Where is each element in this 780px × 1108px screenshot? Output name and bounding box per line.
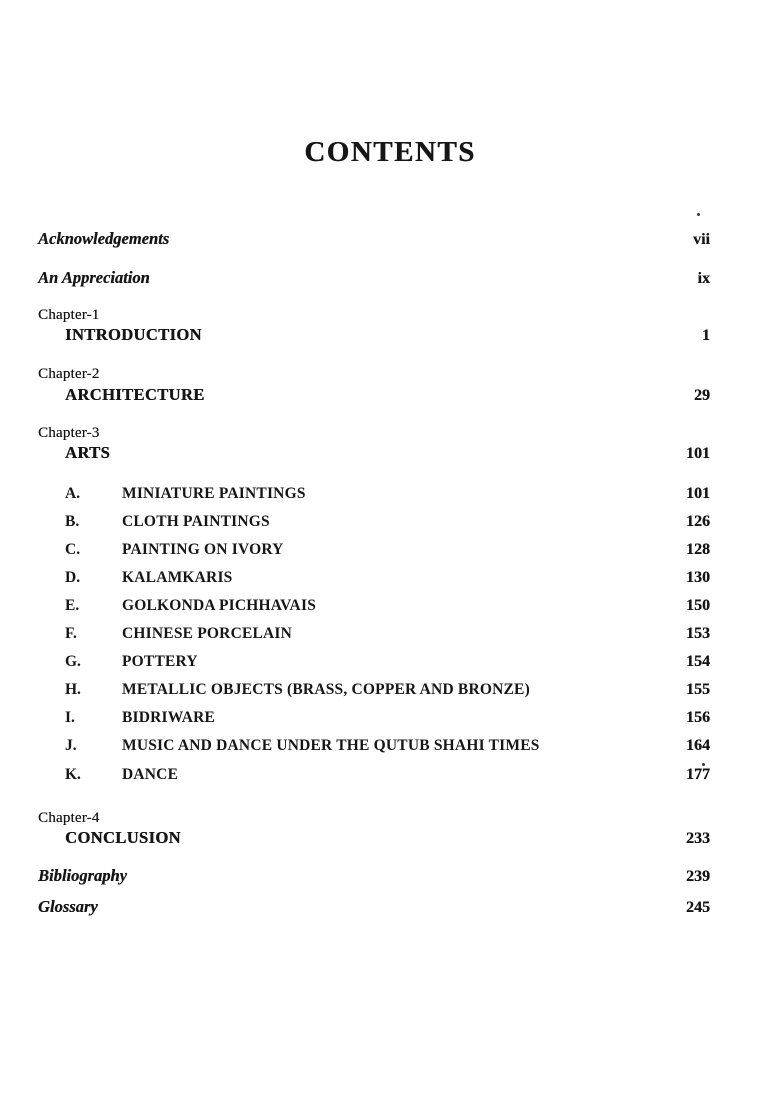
chapter-title: CONCLUSION bbox=[65, 828, 181, 847]
subsection-title: GOLKONDA PICHHAVAIS bbox=[122, 597, 317, 614]
chapter-page-number: 1 bbox=[702, 327, 710, 344]
subsection-title: CLOTH PAINTINGS bbox=[122, 513, 270, 530]
subsection-letter: K. bbox=[65, 766, 81, 783]
chapter-2-title-row bbox=[38, 385, 710, 405]
entry-label: An Appreciation bbox=[38, 268, 150, 287]
subsection-page-number: 155 bbox=[686, 681, 710, 698]
chapter-title: ARTS bbox=[65, 443, 111, 462]
subsection-row-c bbox=[38, 541, 710, 559]
subsection-letter: B. bbox=[65, 513, 80, 530]
page-title: CONTENTS bbox=[304, 136, 476, 168]
subsection-page-number: 128 bbox=[686, 541, 710, 558]
subsection-page-number: 153 bbox=[686, 625, 710, 642]
chapter-label: Chapter-2 bbox=[38, 366, 100, 382]
toc-entry-an-appreciation bbox=[38, 268, 710, 288]
chapter-1-title-row bbox=[38, 325, 710, 345]
chapter-1-label-row bbox=[38, 307, 710, 324]
chapter-title: ARCHITECTURE bbox=[65, 385, 205, 404]
subsection-page-number: 130 bbox=[686, 569, 710, 586]
subsection-page-number: 177 bbox=[686, 766, 710, 783]
subsection-row-a bbox=[38, 485, 710, 503]
subsection-row-b bbox=[38, 513, 710, 531]
entry-page-number: vii bbox=[693, 231, 710, 248]
subsection-title: METALLIC OBJECTS (BRASS, COPPER AND BRONZE) bbox=[122, 681, 530, 698]
subsection-letter: G. bbox=[65, 653, 81, 670]
subsection-page-number: 150 bbox=[686, 597, 710, 614]
chapter-2-label-row bbox=[38, 366, 710, 383]
entry-page-number: 239 bbox=[686, 868, 710, 885]
subsection-letter: I. bbox=[65, 709, 75, 726]
subsection-letter: A. bbox=[65, 485, 81, 502]
subsection-row-e bbox=[38, 597, 710, 615]
subsection-title: MINIATURE PAINTINGS bbox=[122, 485, 306, 502]
subsection-title: PAINTING ON IVORY bbox=[122, 541, 284, 558]
subsection-title: BIDRIWARE bbox=[122, 709, 216, 726]
subsection-letter: J. bbox=[65, 737, 77, 754]
entry-label: Glossary bbox=[38, 897, 98, 916]
subsection-row-k bbox=[38, 766, 710, 784]
chapter-4-label-row bbox=[38, 810, 710, 827]
toc-entry-bibliography bbox=[38, 866, 710, 886]
chapter-label: Chapter-4 bbox=[38, 810, 100, 826]
subsection-row-f bbox=[38, 625, 710, 643]
subsection-page-number: 164 bbox=[686, 737, 710, 754]
subsection-page-number: 126 bbox=[686, 513, 710, 530]
subsection-title: KALAMKARIS bbox=[122, 569, 233, 586]
entry-label: Bibliography bbox=[38, 866, 127, 885]
subsection-letter: C. bbox=[65, 541, 81, 558]
subsection-page-number: 156 bbox=[686, 709, 710, 726]
chapter-title: INTRODUCTION bbox=[65, 325, 202, 344]
subsection-title: MUSIC AND DANCE UNDER THE QUTUB SHAHI TIMES bbox=[122, 737, 540, 754]
entry-page-number: 245 bbox=[686, 899, 710, 916]
entry-page-number: ix bbox=[697, 270, 710, 287]
subsection-row-h bbox=[38, 681, 710, 699]
chapter-3-label-row bbox=[38, 425, 710, 442]
subsection-page-number: 154 bbox=[686, 653, 710, 670]
subsection-letter: F. bbox=[65, 625, 77, 642]
subsection-title: DANCE bbox=[122, 766, 179, 783]
chapter-page-number: 233 bbox=[686, 830, 710, 847]
toc-entry-glossary bbox=[38, 897, 710, 917]
chapter-3-title-row bbox=[38, 443, 710, 463]
subsection-page-number: 101 bbox=[686, 485, 710, 502]
chapter-page-number: 29 bbox=[694, 387, 710, 404]
subsection-letter: H. bbox=[65, 681, 81, 698]
subsection-row-d bbox=[38, 569, 710, 587]
entry-label: Acknowledgements bbox=[38, 229, 170, 248]
chapter-page-number: 101 bbox=[686, 445, 710, 462]
subsection-letter: E. bbox=[65, 597, 80, 614]
toc-entry-acknowledgements bbox=[38, 229, 710, 249]
chapter-label: Chapter-1 bbox=[38, 307, 100, 323]
chapter-4-title-row bbox=[38, 828, 710, 848]
subsection-row-j bbox=[38, 737, 710, 755]
subsection-letter: D. bbox=[65, 569, 81, 586]
subsection-row-i bbox=[38, 709, 710, 727]
subsection-title: CHINESE PORCELAIN bbox=[122, 625, 293, 642]
subsection-title: POTTERY bbox=[122, 653, 198, 670]
scan-artifact-dot bbox=[697, 213, 700, 216]
chapter-label: Chapter-3 bbox=[38, 425, 100, 441]
subsection-row-g bbox=[38, 653, 710, 671]
